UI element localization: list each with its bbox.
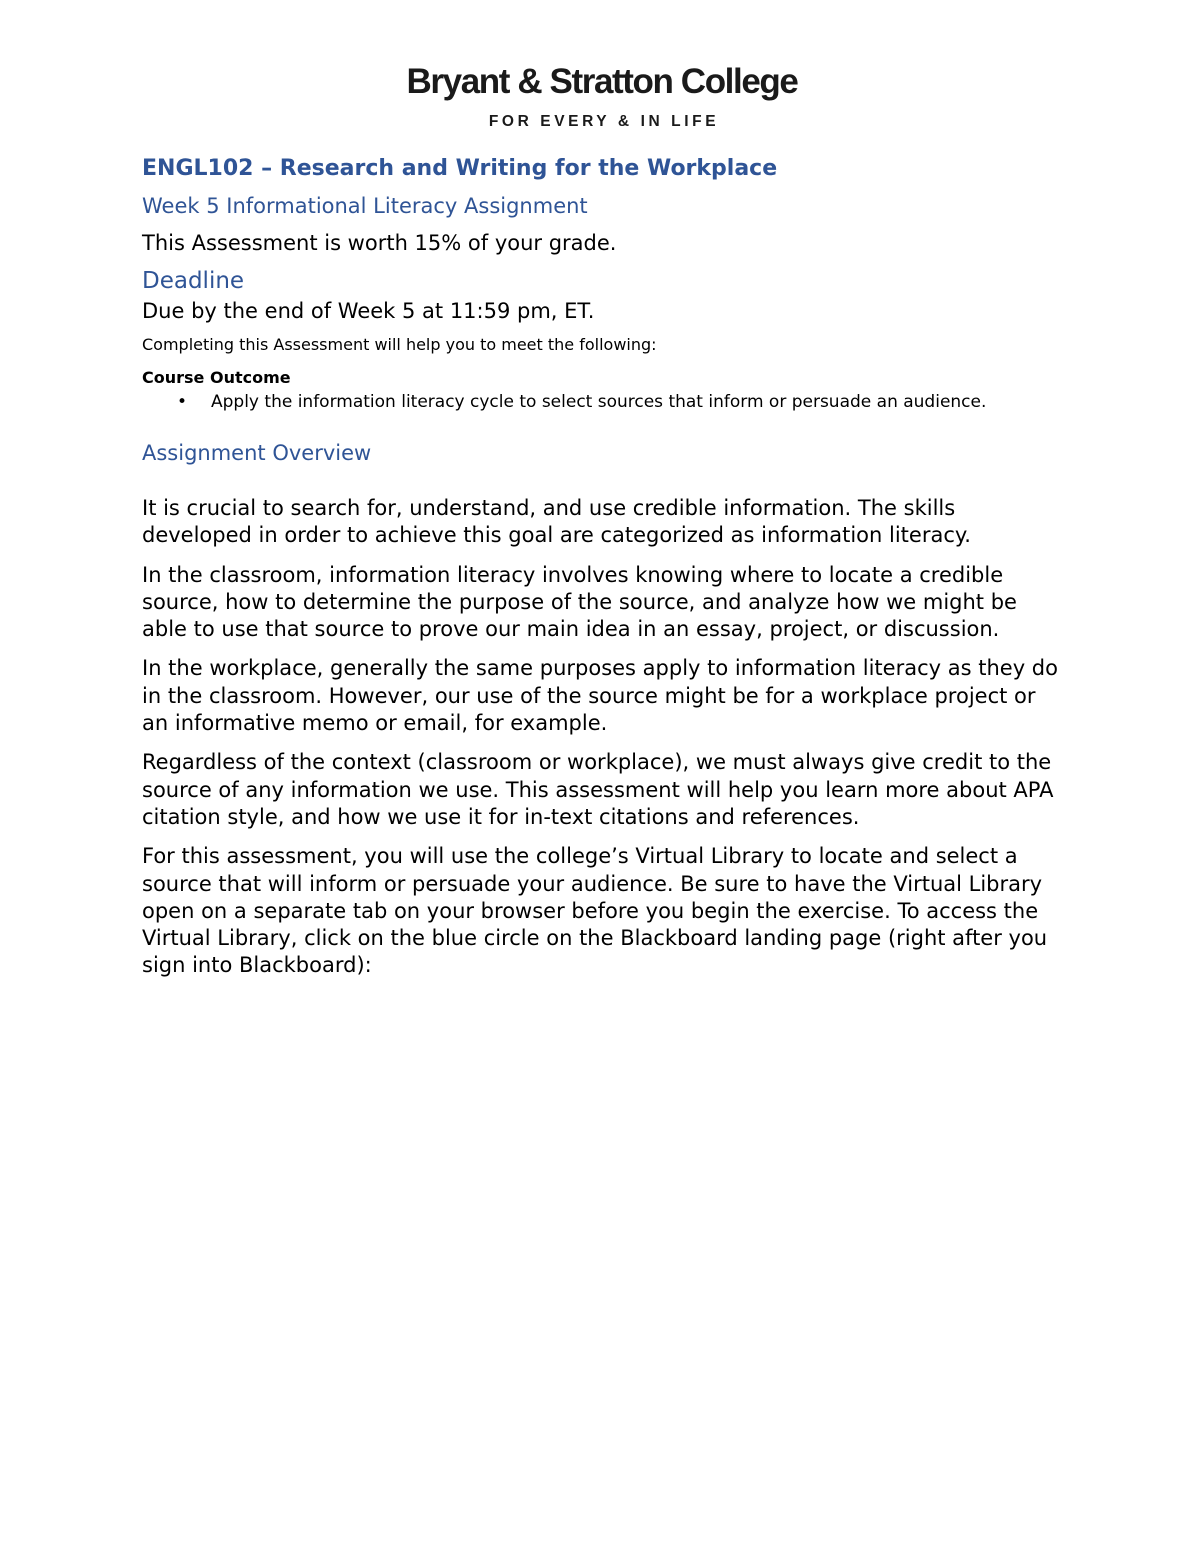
bullet-icon: • [177, 392, 188, 412]
list-item [142, 391, 1067, 413]
overview-paragraph: For this assessment, you will use the college’s Virtual Library to locate and select a source that will inform or persuade your audience. Be sure to have the Virtual Library open on a separate tab on your browser before you begin the exercise. To access the Virtual Library, click on the blue circle on the Blackboard landing page (right after you sign into Blackboard): [142, 844, 1048, 978]
course-title: ENGL102 – Research and Writing for the Workplace [142, 156, 778, 181]
college-logo [0, 62, 1200, 132]
logo-wordmark: Bryant & Stratton College [406, 62, 798, 101]
course-outcome-list [142, 391, 1067, 413]
deadline-heading: Deadline [142, 268, 245, 294]
outcomes-intro-text: Completing this Assessment will help you to meet the following: [142, 335, 657, 354]
assignment-title: Week 5 Informational Literacy Assignment [142, 194, 588, 218]
overview-paragraph: In the workplace, generally the same purposes apply to information literacy as they do in the classroom. However, our use of the source might be for a workplace project or an informative memo or email, for example. [142, 656, 1058, 736]
overview-paragraph: Regardless of the context (classroom or workplace), we must always give credit to the source of any information we use. This assessment will help you learn more about APA citation style, and how we use it for in-text citations and references. [142, 750, 1054, 829]
assignment-overview-heading: Assignment Overview [142, 441, 372, 465]
due-date-text: Due by the end of Week 5 at 11:59 pm, ET. [142, 299, 595, 323]
grade-weight-text: This Assessment is worth 15% of your grade. [142, 231, 617, 255]
overview-paragraph: In the classroom, information literacy involves knowing where to locate a credible source, how to determine the purpose of the source, and analyze how we might be able to use that source to prove our main idea in an essay, project, or discussion. [142, 562, 1017, 642]
outcome-text: Apply the information literacy cycle to select sources that inform or persuade an audience. [211, 392, 987, 412]
course-outcome-label: Course Outcome [142, 368, 291, 387]
overview-paragraph: It is crucial to search for, understand, and use credible information. The skills developed in order to achieve this goal are categorized as information literacy. [142, 496, 971, 548]
logo-tagline: FOR EVERY & IN LIFE [488, 113, 720, 130]
document-body [142, 152, 1067, 980]
